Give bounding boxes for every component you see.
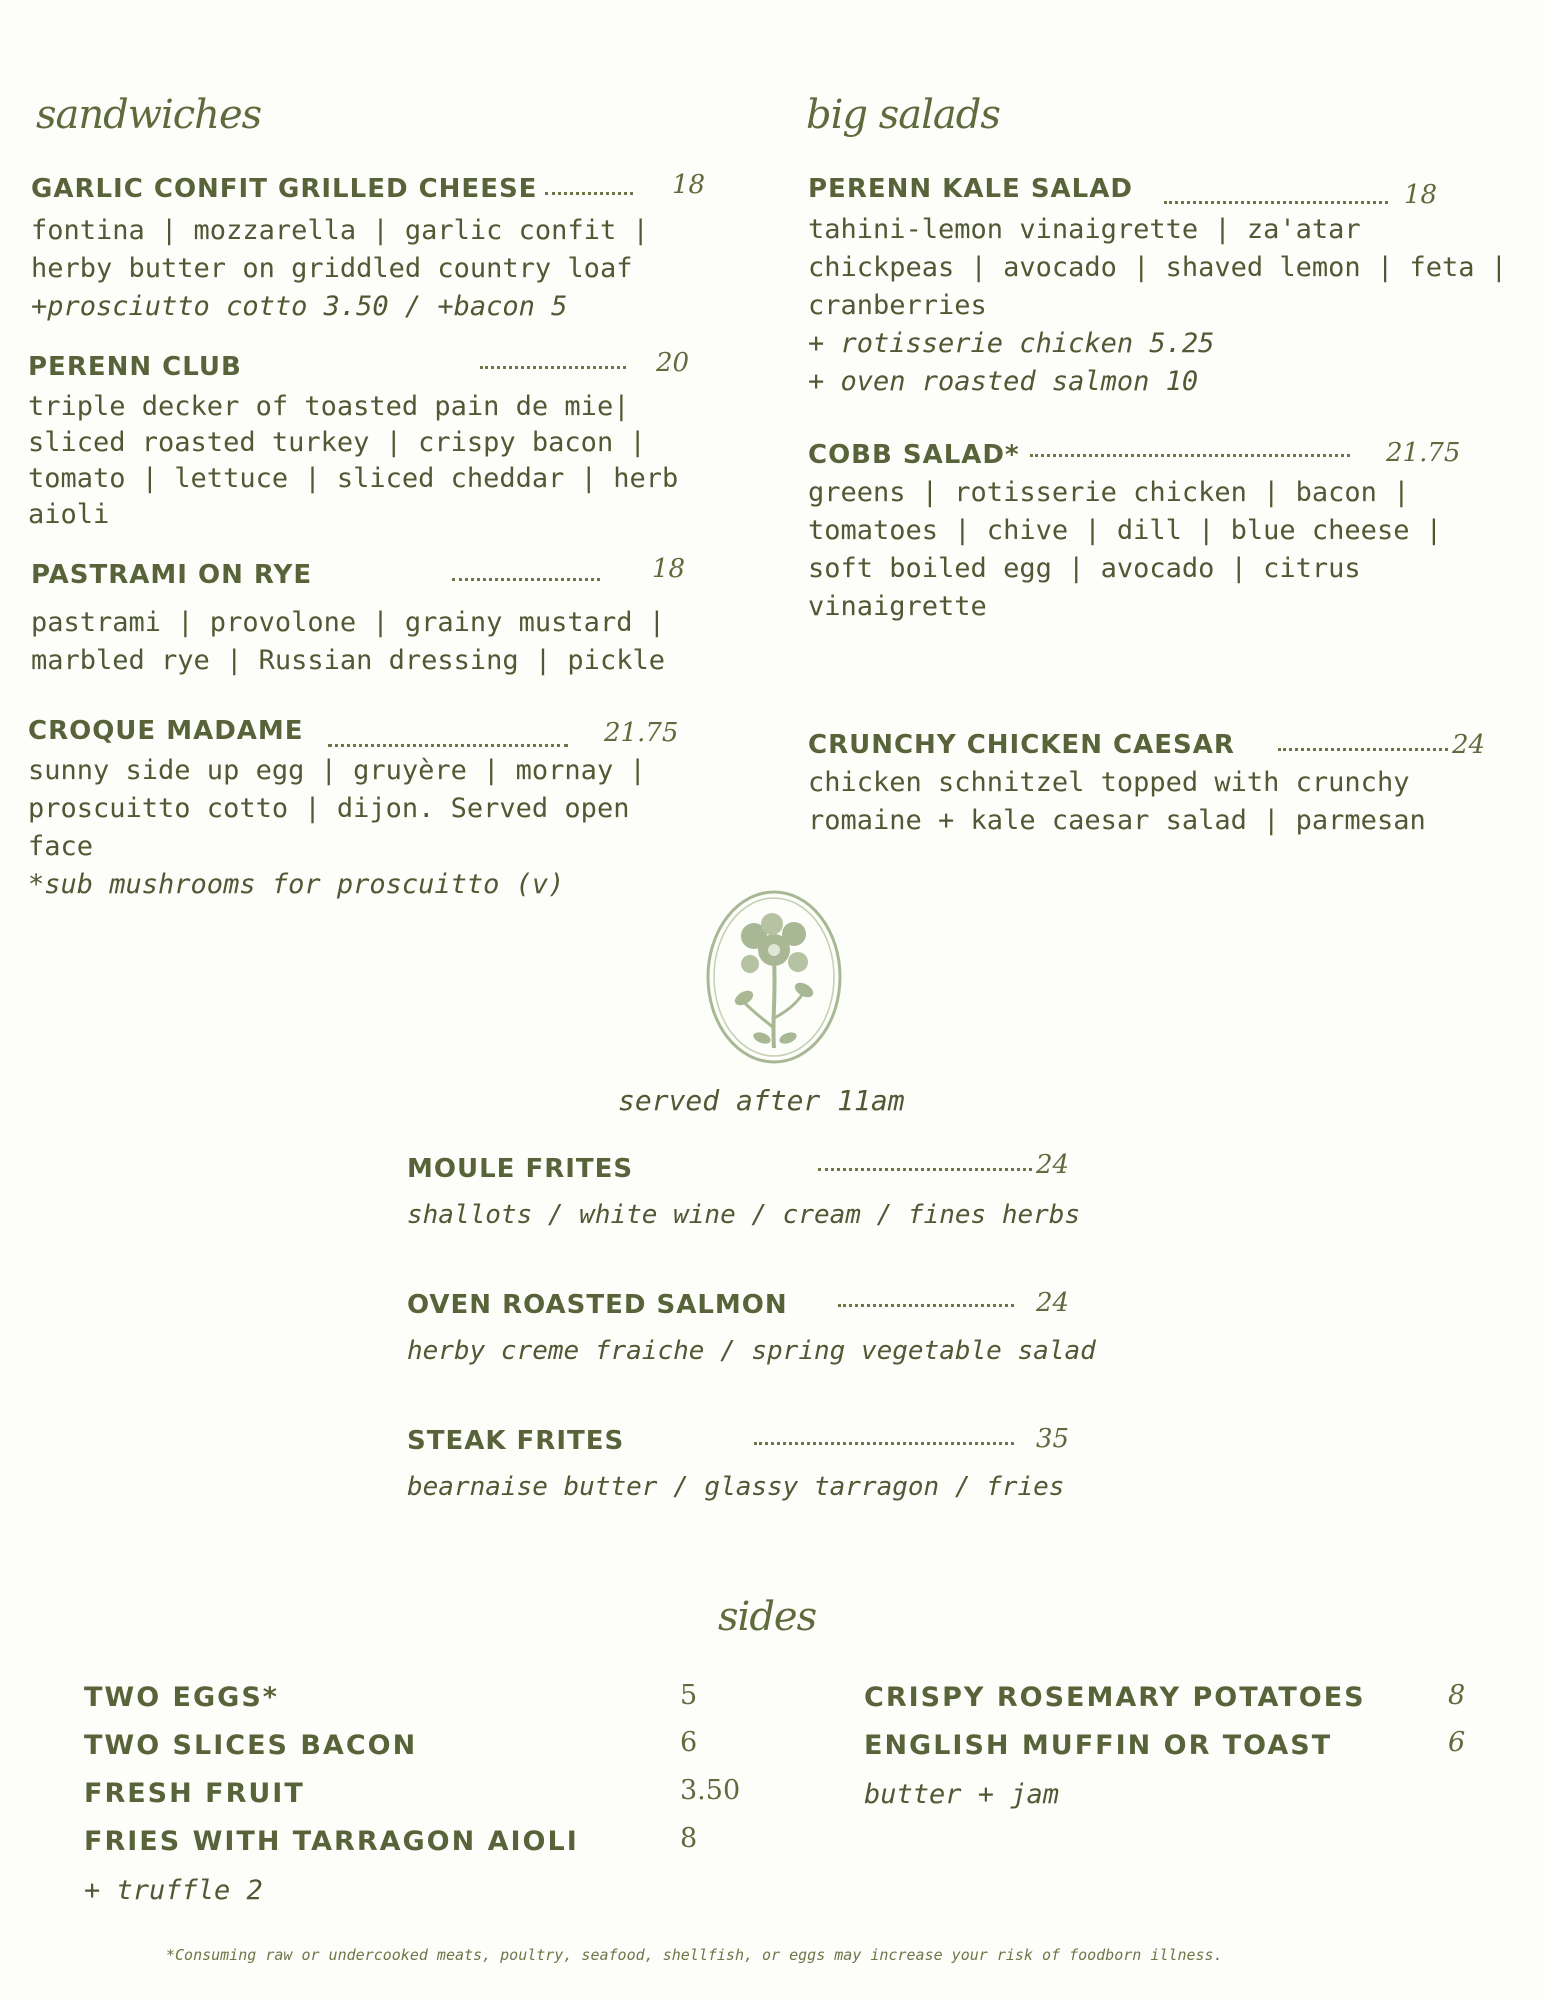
menu-item-description: aioli <box>28 499 110 530</box>
leader-dots <box>1164 201 1388 204</box>
menu-item-description: bearnaise butter / glassy tarragon / fries <box>407 1472 1065 1502</box>
leader-dots <box>480 366 626 369</box>
menu-item-description: pastrami | provolone | grainy mustard | <box>31 607 665 638</box>
side-item-addon: + truffle 2 <box>84 1875 263 1906</box>
menu-item-price: 18 <box>1404 180 1438 210</box>
menu-item-price: 18 <box>652 554 686 584</box>
menu-item-name: PERENN CLUB <box>28 352 242 382</box>
side-item-name: FRIES WITH TARRAGON AIOLI <box>84 1826 579 1857</box>
menu-item-description: tomato | lettuce | sliced cheddar | herb <box>28 463 679 494</box>
side-item-addon: butter + jam <box>864 1779 1060 1810</box>
side-item-price: 8 <box>1448 1680 1466 1711</box>
section-heading: served after 11am <box>618 1084 905 1117</box>
menu-item-price: 35 <box>1036 1424 1070 1454</box>
leader-dots <box>1030 454 1350 457</box>
menu-item-description: soft boiled egg | avocado | citrus <box>808 553 1361 584</box>
menu-item-description: chickpeas | avocado | shaved lemon | feta | <box>808 252 1507 283</box>
menu-item-name: CROQUE MADAME <box>28 716 304 746</box>
menu-item-name: CRUNCHY CHICKEN CAESAR <box>808 730 1235 760</box>
leader-dots <box>754 1442 1014 1445</box>
menu-item-price: 24 <box>1036 1150 1070 1180</box>
menu-item-description: greens | rotisserie chicken | bacon | <box>808 477 1410 508</box>
menu-item-description: tomatoes | chive | dill | blue cheese | <box>808 515 1442 546</box>
floral-emblem-icon <box>704 888 844 1066</box>
menu-item-price: 21.75 <box>604 718 679 748</box>
menu-item-description: tahini-lemon vinaigrette | za'atar <box>808 214 1361 245</box>
sandwiches-heading: sandwiches <box>36 92 262 138</box>
menu-item-description: sliced roasted turkey | crispy bacon | <box>28 427 646 458</box>
side-item-price: 3.50 <box>680 1775 741 1806</box>
side-item-name: FRESH FRUIT <box>84 1778 305 1809</box>
side-item-price: 6 <box>680 1727 698 1758</box>
menu-item-name: PASTRAMI ON RYE <box>31 560 313 590</box>
menu-item-price: 20 <box>656 348 690 378</box>
menu-item-description: romaine + kale caesar salad | parmesan <box>808 805 1426 836</box>
leader-dots <box>1278 748 1448 751</box>
leader-dots <box>545 192 633 195</box>
menu-item-name: OVEN ROASTED SALMON <box>407 1290 788 1320</box>
menu-item-addon: + oven roasted salmon 10 <box>808 366 1199 397</box>
menu-item-description: fontina | mozzarella | garlic confit | <box>31 215 649 246</box>
side-item-name: ENGLISH MUFFIN OR TOAST <box>864 1730 1333 1761</box>
menu-item-description: triple decker of toasted pain de mie| <box>28 391 630 422</box>
menu-item-description: marbled rye | Russian dressing | pickle <box>31 645 665 676</box>
menu-item-description: vinaigrette <box>808 591 987 622</box>
leader-dots <box>838 1304 1014 1307</box>
menu-item-description: proscuitto cotto | dijon. Served open <box>28 793 630 824</box>
menu-item-description: herby butter on griddled country loaf <box>31 253 633 284</box>
menu-item-name: MOULE FRITES <box>407 1154 634 1184</box>
menu-item-name: PERENN KALE SALAD <box>808 174 1133 204</box>
menu-item-description: herby creme fraiche / spring vegetable salad <box>407 1336 1096 1366</box>
sides-heading: sides <box>718 1594 817 1640</box>
menu-item-price: 21.75 <box>1386 438 1461 468</box>
menu-item-addon: +prosciutto cotto 3.50 / +bacon 5 <box>31 291 568 322</box>
side-item-price: 5 <box>680 1680 698 1711</box>
salads-heading: big salads <box>806 92 1000 138</box>
menu-item-description: face <box>28 831 94 862</box>
health-disclaimer: *Consuming raw or undercooked meats, poultry, seafood, shellfish, or eggs may increase your risk of foodborn illness. <box>166 1946 1223 1964</box>
leader-dots <box>328 744 568 747</box>
menu-item-price: 24 <box>1452 730 1486 760</box>
side-item-name: TWO SLICES BACON <box>84 1730 418 1761</box>
side-item-price: 8 <box>680 1823 698 1854</box>
menu-item-price: 24 <box>1036 1288 1070 1318</box>
menu-item-description: cranberries <box>808 290 987 321</box>
side-item-name: CRISPY ROSEMARY POTATOES <box>864 1682 1366 1713</box>
menu-item-name: STEAK FRITES <box>407 1426 625 1456</box>
menu-item-name: GARLIC CONFIT GRILLED CHEESE <box>31 174 538 204</box>
menu-item-description: shallots / white wine / cream / fines herbs <box>407 1200 1081 1230</box>
side-item-price: 6 <box>1448 1727 1466 1758</box>
menu-item-description: chicken schnitzel topped with crunchy <box>808 767 1410 798</box>
menu-item-price: 18 <box>672 170 706 200</box>
menu-item-name: COBB SALAD* <box>808 440 1020 470</box>
side-item-name: TWO EGGS* <box>84 1682 279 1713</box>
menu-item-addon: *sub mushrooms for proscuitto (v) <box>28 869 565 900</box>
menu-item-addon: + rotisserie chicken 5.25 <box>808 328 1215 359</box>
leader-dots <box>818 1168 1032 1171</box>
leader-dots <box>452 578 600 581</box>
menu-item-description: sunny side up egg | gruyère | mornay | <box>28 755 646 786</box>
